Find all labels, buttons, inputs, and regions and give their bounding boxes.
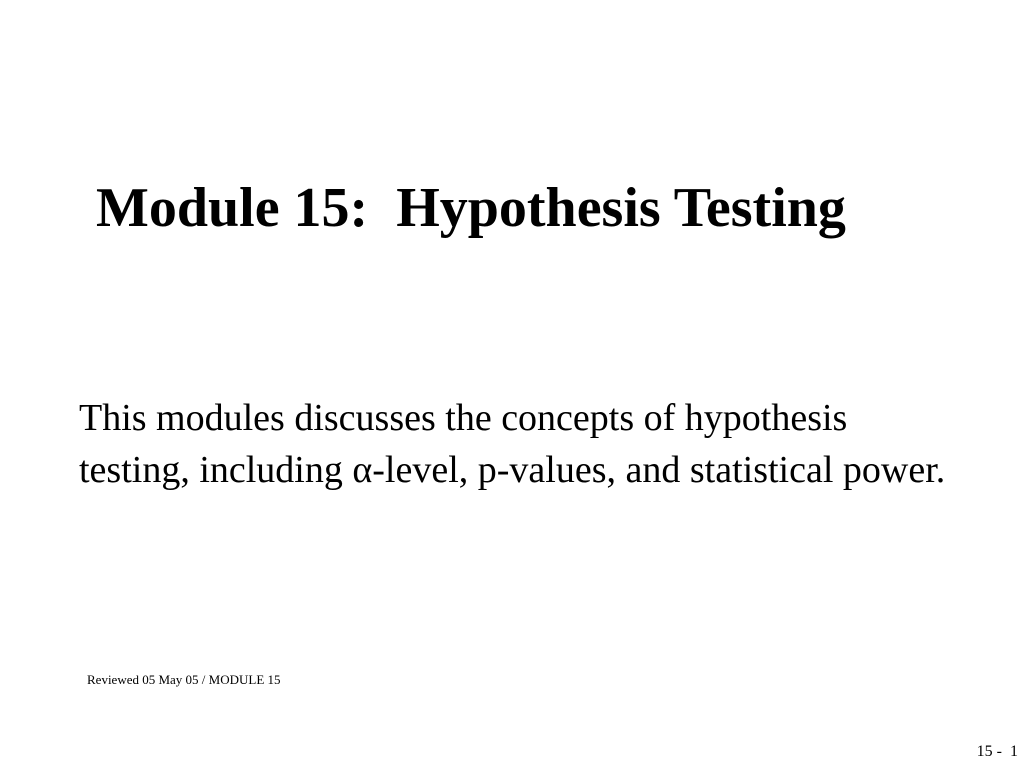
slide-body-text: This modules discusses the concepts of hypothesis testing, including α-level, p-values, and statistical power. <box>79 397 946 491</box>
page-number: 15 - 1 <box>976 743 1018 760</box>
slide-title: Module 15: Hypothesis Testing <box>96 177 846 239</box>
review-note: Reviewed 05 May 05 / MODULE 15 <box>87 672 281 687</box>
